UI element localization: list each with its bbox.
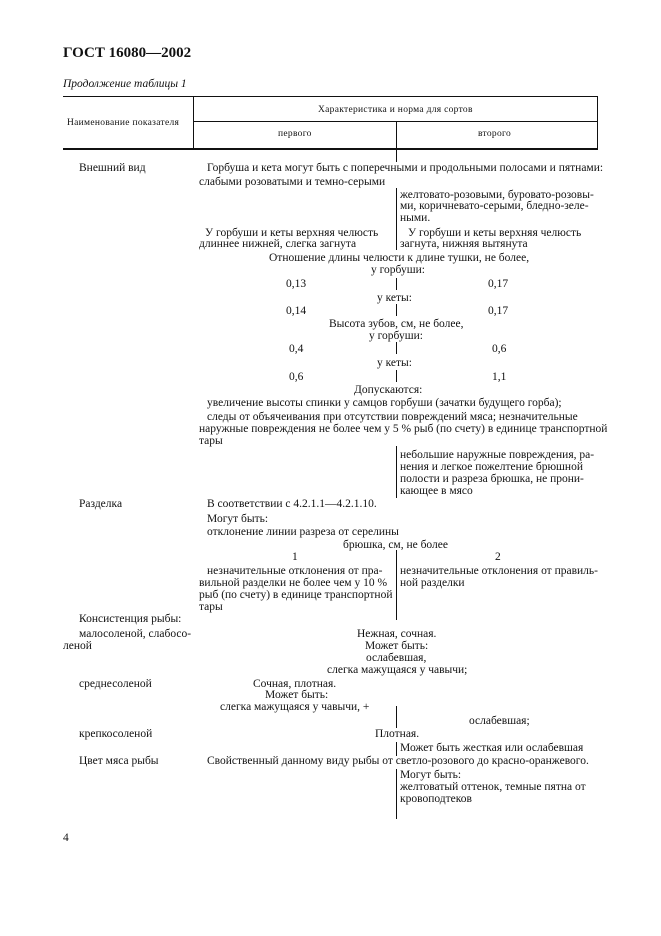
text-line: В соответствии с 4.2.1.1—4.2.1.10. (207, 498, 377, 510)
col-divider-seg (396, 550, 397, 620)
text-line: Плотная. (375, 728, 420, 740)
row-label-cvet: Цвет мяса рыбы (79, 755, 159, 767)
text-line: ми, коричневато-серыми, бледно-зеле- (400, 200, 589, 212)
text-line: слабыми розоватыми и темно-серыми (199, 176, 386, 188)
text-line: ной разделки (400, 577, 465, 589)
header-col-divider-1 (193, 96, 194, 150)
text-line: у горбуши: (369, 330, 423, 342)
col-divider-seg (396, 342, 397, 354)
text-line: Могут быть: (400, 769, 462, 781)
text-line: кающее в мясо (400, 485, 473, 497)
text-line: полости и разреза брюшка, не прони- (400, 473, 584, 485)
value-second: 0,17 (488, 305, 509, 317)
text-line: Сочная, плотная. (253, 678, 337, 690)
row-label-malosol: малосоленой, слабосо- (79, 628, 192, 640)
value-second: 0,17 (488, 278, 509, 290)
row-label-malosol-cont: леной (63, 640, 92, 652)
text-line: ослабевшая, (366, 652, 427, 664)
row-label-srednesol: среднесоленой (79, 678, 152, 690)
text-line: у горбуши: (371, 264, 425, 276)
value-first: 0,14 (286, 305, 307, 317)
text-line: отклонение линии разреза от серелины (207, 526, 399, 538)
text-line: Свойственный данному виду рыбы от светло-розового до красно-оранжевого. (207, 755, 589, 767)
text-line: Могут быть: (207, 513, 269, 525)
text-line: брюшка, см, не более (343, 539, 448, 551)
text-line: Горбуша и кета могут быть с поперечными и продольными полосами и пятнами: (207, 162, 604, 174)
value-second: 1,1 (492, 371, 507, 383)
row-label-vneshniy: Внешний вид (79, 162, 146, 174)
value-second: 0,6 (492, 343, 507, 355)
value-first: 0,4 (289, 343, 304, 355)
col-divider-seg (396, 370, 397, 382)
col-first-header: первого (278, 129, 312, 139)
document-header: ГОСТ 16080—2002 (63, 45, 192, 61)
text-line: Отношение длины челюсти к длине тушки, не более, (269, 252, 530, 264)
text-line: у кеты: (377, 357, 412, 369)
header-bottom-border (63, 148, 598, 150)
text-line: наружные повреждения не более чем у 5 % рыб (по счету) в единице транспортной (199, 423, 608, 435)
text-line: увеличение высоты спинки у самцов горбуши (зачатки будущего горба); (207, 397, 562, 409)
text-line: Нежная, сочная. (357, 628, 437, 640)
text-line: тары (199, 601, 223, 613)
text-line: тары (199, 435, 223, 447)
col-divider-seg (396, 742, 397, 756)
text-line: рыб (по счету) в единице транспортной (199, 589, 393, 601)
text-line: Может быть жесткая или ослабевшая (400, 742, 584, 754)
text-line: Может быть: (365, 640, 429, 652)
page-number: 4 (63, 832, 69, 844)
col-divider-seg (396, 150, 397, 162)
col-divider-seg (396, 706, 397, 728)
row-label-razdelka: Разделка (79, 498, 123, 510)
text-line: слегка мажущаяся у чавычи; (327, 664, 468, 676)
col-name-header: Наименование показателя (67, 118, 180, 128)
text-line: Может быть: (265, 689, 329, 701)
text-line: слегка мажущаяся у чавычи, + (220, 701, 370, 713)
row-label-krepkosol: крепкосоленой (79, 728, 153, 740)
column-number: 2 (495, 551, 501, 563)
row-label-konsistenciya: Консистенция рыбы: (79, 613, 182, 625)
text-line: незначительные отклонения от пра- (207, 565, 383, 577)
text-line: следы от объячеивания при отсутствии повреждений мяса; незначительные (207, 411, 578, 423)
table-top-border (63, 96, 598, 97)
col-divider-seg (396, 304, 397, 316)
col-second-header: второго (478, 129, 512, 139)
col-group-header: Характеристика и норма для сортов (318, 105, 473, 115)
text-line: у кеты: (377, 292, 412, 304)
text-line: длиннее нижней, слегка загнута (199, 238, 357, 250)
text-line: вильной разделки не более чем у 10 % (199, 577, 388, 589)
column-number: 1 (292, 551, 298, 563)
text-line: У горбуши и кеты верхняя челюсть (205, 227, 379, 239)
col-divider-seg (396, 446, 397, 498)
text-line: загнута, нижняя вытянута (400, 238, 528, 250)
table-caption: Продолжение таблицы 1 (63, 78, 187, 90)
text-line: кровоподтеков (400, 793, 472, 805)
col-divider-seg (396, 278, 397, 290)
col-divider-seg (396, 769, 397, 819)
text-line: незначительные отклонения от правиль- (400, 565, 598, 577)
text-line: желтоватый оттенок, темные пятна от (400, 781, 586, 793)
text-line: Высота зубов, см, не более, (329, 318, 464, 330)
text-line: ными. (400, 212, 431, 224)
text-line: ослабевшая; (469, 715, 530, 727)
text-line: желтовато-розовыми, буровато-розовы- (400, 189, 594, 201)
table-right-border (597, 96, 598, 150)
text-line: небольшие наружные повреждения, ра- (400, 449, 595, 461)
text-line: нения и легкое пожелтение брюшной (400, 461, 583, 473)
header-col-divider-2 (396, 121, 397, 150)
value-first: 0,13 (286, 278, 307, 290)
value-first: 0,6 (289, 371, 304, 383)
col-divider-seg (396, 188, 397, 250)
text-line: Допускаются: (354, 384, 423, 396)
text-line: У горбуши и кеты верхняя челюсть (408, 227, 582, 239)
